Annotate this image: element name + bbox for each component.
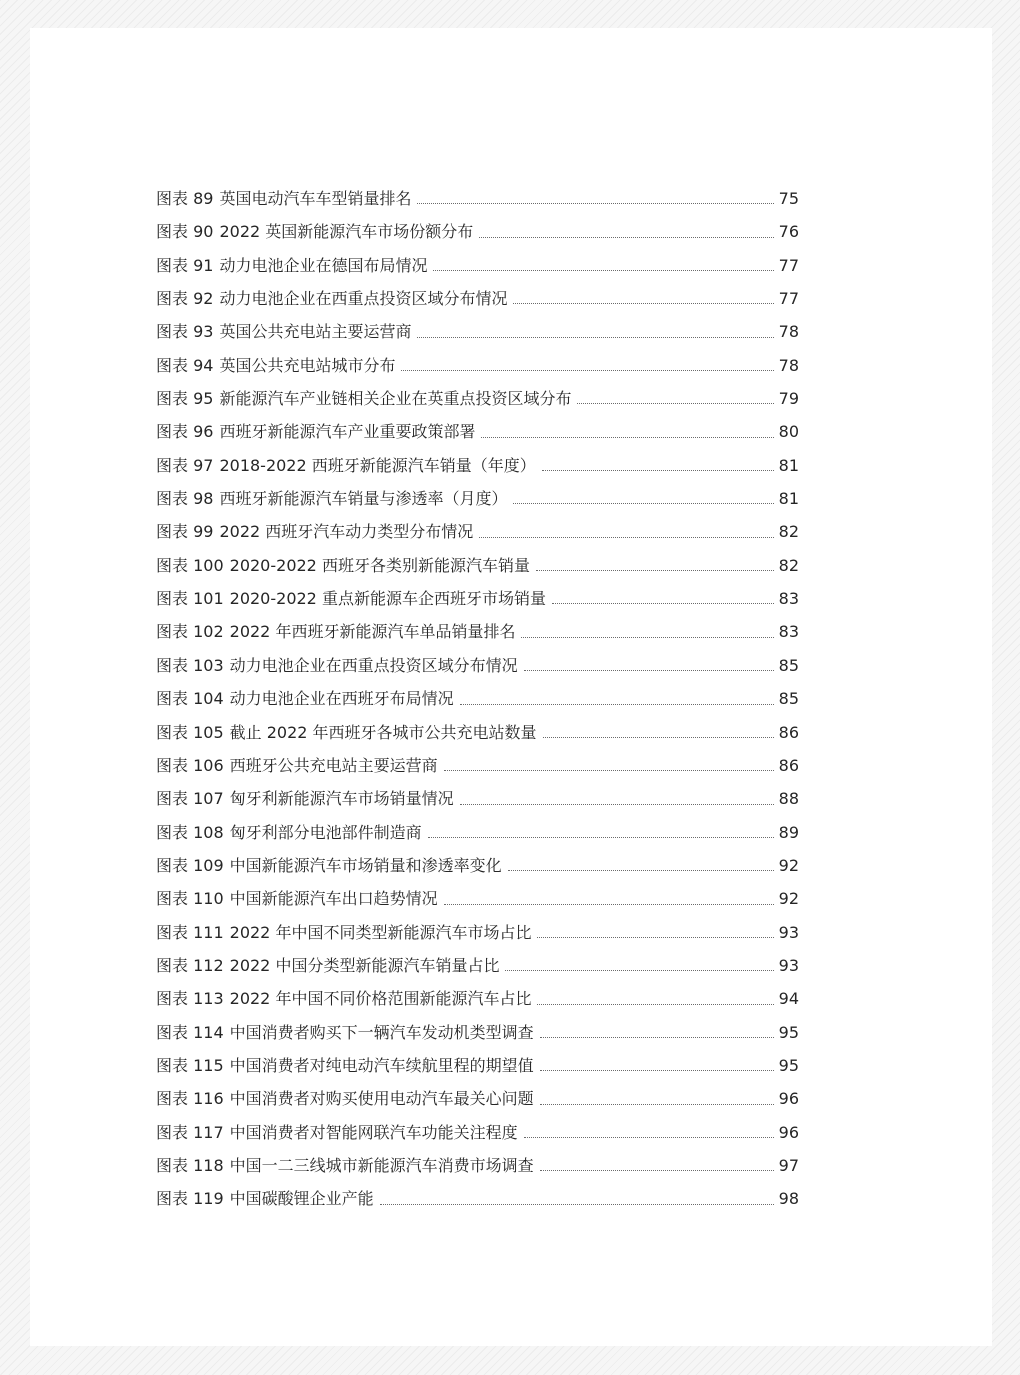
page-number: 95 xyxy=(778,1022,799,1042)
figure-title: 2020-2022 重点新能源车企西班牙市场销量 xyxy=(229,589,546,609)
dot-leader xyxy=(513,303,773,304)
figure-number: 图表 115 xyxy=(156,1055,224,1075)
dot-leader xyxy=(479,537,773,538)
dot-leader xyxy=(417,337,773,338)
toc-entry[interactable] xyxy=(156,282,799,315)
toc-entry[interactable] xyxy=(156,816,799,849)
page-number: 77 xyxy=(778,289,799,309)
toc-entry[interactable] xyxy=(156,649,799,682)
figure-number: 图表 106 xyxy=(156,755,224,775)
figure-number: 图表 90 xyxy=(156,222,214,242)
figure-title: 2022 中国分类型新能源汽车销量占比 xyxy=(229,955,500,975)
figure-title: 截止 2022 年西班牙各城市公共充电站数量 xyxy=(229,722,537,742)
figure-number: 图表 112 xyxy=(156,955,224,975)
dot-leader xyxy=(524,1137,774,1138)
figure-number: 图表 95 xyxy=(156,389,214,409)
toc-entry[interactable] xyxy=(156,782,799,815)
figure-title: 中国消费者对购买使用电动汽车最关心问题 xyxy=(229,1089,534,1109)
figure-title: 中国新能源汽车出口趋势情况 xyxy=(229,889,438,909)
dot-leader xyxy=(552,603,774,604)
dot-leader xyxy=(540,1070,774,1071)
toc-entry[interactable] xyxy=(156,682,799,715)
figure-title: 中国消费者对智能网联汽车功能关注程度 xyxy=(229,1122,518,1142)
figure-title: 中国消费者购买下一辆汽车发动机类型调查 xyxy=(229,1022,534,1042)
figure-title: 英国公共充电站主要运营商 xyxy=(219,322,412,342)
figure-number: 图表 91 xyxy=(156,255,214,275)
figure-title: 西班牙新能源汽车产业重要政策部署 xyxy=(219,422,476,442)
dot-leader xyxy=(433,270,773,271)
dot-leader xyxy=(479,237,773,238)
figure-number: 图表 116 xyxy=(156,1089,224,1109)
toc-entry[interactable] xyxy=(156,749,799,782)
toc-entry[interactable] xyxy=(156,449,799,482)
figure-title: 西班牙新能源汽车销量与渗透率（月度） xyxy=(219,489,508,509)
dot-leader xyxy=(428,837,774,838)
toc-entry[interactable] xyxy=(156,982,799,1015)
page-number: 81 xyxy=(778,455,799,475)
page-number: 95 xyxy=(778,1055,799,1075)
page-number: 80 xyxy=(778,422,799,442)
figure-title: 英国电动汽车车型销量排名 xyxy=(219,189,412,208)
figure-title: 英国公共充电站城市分布 xyxy=(219,355,396,375)
dot-leader xyxy=(542,470,774,471)
page-number: 85 xyxy=(778,655,799,675)
toc-entry[interactable] xyxy=(156,349,799,382)
table-of-figures xyxy=(156,182,799,1216)
figure-title: 中国碳酸锂企业产能 xyxy=(229,1189,374,1209)
page-number: 89 xyxy=(778,822,799,842)
toc-entry[interactable] xyxy=(156,415,799,448)
dot-leader xyxy=(444,770,774,771)
figure-title: 西班牙公共充电站主要运营商 xyxy=(229,755,438,775)
figure-number: 图表 110 xyxy=(156,889,224,909)
figure-title: 匈牙利部分电池部件制造商 xyxy=(229,822,422,842)
figure-title: 中国新能源汽车市场销量和渗透率变化 xyxy=(229,855,502,875)
dot-leader xyxy=(481,437,773,438)
figure-title: 动力电池企业在西重点投资区域分布情况 xyxy=(229,655,518,675)
figure-number: 图表 89 xyxy=(156,189,214,208)
figure-number: 图表 105 xyxy=(156,722,224,742)
toc-entry[interactable] xyxy=(156,916,799,949)
figure-title: 2022 英国新能源汽车市场份额分布 xyxy=(219,222,474,242)
toc-entry[interactable] xyxy=(156,515,799,548)
dot-leader xyxy=(417,203,773,204)
dot-leader xyxy=(401,370,773,371)
figure-number: 图表 111 xyxy=(156,922,224,942)
figure-number: 图表 96 xyxy=(156,422,214,442)
figure-number: 图表 108 xyxy=(156,822,224,842)
toc-entry[interactable] xyxy=(156,1082,799,1115)
toc-entry[interactable] xyxy=(156,849,799,882)
toc-entry[interactable] xyxy=(156,716,799,749)
figure-number: 图表 104 xyxy=(156,689,224,709)
page-number: 86 xyxy=(778,722,799,742)
page-number: 93 xyxy=(778,922,799,942)
toc-entry[interactable] xyxy=(156,215,799,248)
dot-leader xyxy=(537,937,773,938)
figure-title: 2022 年中国不同类型新能源汽车市场占比 xyxy=(229,922,532,942)
figure-title: 中国消费者对纯电动汽车续航里程的期望值 xyxy=(229,1055,534,1075)
toc-entry[interactable] xyxy=(156,1149,799,1182)
dot-leader xyxy=(524,670,774,671)
figure-number: 图表 109 xyxy=(156,855,224,875)
dot-leader xyxy=(505,970,773,971)
figure-title: 动力电池企业在西班牙布局情况 xyxy=(229,689,454,709)
page-number: 78 xyxy=(778,322,799,342)
toc-entry[interactable] xyxy=(156,582,799,615)
figure-title: 匈牙利新能源汽车市场销量情况 xyxy=(229,789,454,809)
toc-entry[interactable] xyxy=(156,1182,799,1215)
figure-number: 图表 114 xyxy=(156,1022,224,1042)
figure-number: 图表 99 xyxy=(156,522,214,542)
page-number: 77 xyxy=(778,255,799,275)
toc-entry[interactable] xyxy=(156,1016,799,1049)
dot-leader xyxy=(508,870,774,871)
figure-title: 2018-2022 西班牙新能源汽车销量（年度） xyxy=(219,455,536,475)
figure-title: 2022 年西班牙新能源汽车单品销量排名 xyxy=(229,622,516,642)
figure-title: 动力电池企业在西重点投资区域分布情况 xyxy=(219,289,508,309)
page-number: 98 xyxy=(778,1189,799,1209)
figure-number: 图表 100 xyxy=(156,555,224,575)
page-number: 75 xyxy=(778,189,799,208)
page-number: 93 xyxy=(778,955,799,975)
dot-leader xyxy=(577,403,773,404)
figure-number: 图表 92 xyxy=(156,289,214,309)
page-number: 92 xyxy=(778,855,799,875)
page-number: 97 xyxy=(778,1155,799,1175)
figure-number: 图表 102 xyxy=(156,622,224,642)
figure-title: 新能源汽车产业链相关企业在英重点投资区域分布 xyxy=(219,389,572,409)
dot-leader xyxy=(513,503,773,504)
page-number: 83 xyxy=(778,589,799,609)
figure-title: 中国一二三线城市新能源汽车消费市场调查 xyxy=(229,1155,534,1175)
page-number: 82 xyxy=(778,522,799,542)
dot-leader xyxy=(536,570,774,571)
page-number: 88 xyxy=(778,789,799,809)
toc-entry[interactable] xyxy=(156,182,799,215)
page-number: 85 xyxy=(778,689,799,709)
figure-title: 2022 西班牙汽车动力类型分布情况 xyxy=(219,522,474,542)
page-number: 79 xyxy=(778,389,799,409)
dot-leader xyxy=(380,1204,774,1205)
figure-number: 图表 94 xyxy=(156,355,214,375)
toc-entry[interactable] xyxy=(156,482,799,515)
dot-leader xyxy=(543,737,774,738)
page-number: 83 xyxy=(778,622,799,642)
figure-number: 图表 119 xyxy=(156,1189,224,1209)
figure-title: 2020-2022 西班牙各类别新能源汽车销量 xyxy=(229,555,530,575)
toc-entry[interactable] xyxy=(156,615,799,648)
page-number: 92 xyxy=(778,889,799,909)
figure-number: 图表 118 xyxy=(156,1155,224,1175)
toc-entry[interactable] xyxy=(156,1049,799,1082)
dot-leader xyxy=(540,1037,774,1038)
dot-leader xyxy=(460,804,774,805)
figure-number: 图表 98 xyxy=(156,489,214,509)
page-number: 94 xyxy=(778,989,799,1009)
toc-entry[interactable] xyxy=(156,249,799,282)
dot-leader xyxy=(540,1170,774,1171)
dot-leader xyxy=(444,904,774,905)
figure-number: 图表 97 xyxy=(156,455,214,475)
toc-entry[interactable] xyxy=(156,549,799,582)
figure-number: 图表 93 xyxy=(156,322,214,342)
toc-entry[interactable] xyxy=(156,315,799,348)
page-number: 96 xyxy=(778,1089,799,1109)
page-number: 96 xyxy=(778,1122,799,1142)
figure-number: 图表 103 xyxy=(156,655,224,675)
figure-number: 图表 101 xyxy=(156,589,224,609)
page-number: 82 xyxy=(778,555,799,575)
toc-entry[interactable] xyxy=(156,882,799,915)
page-number: 78 xyxy=(778,355,799,375)
dot-leader xyxy=(537,1004,773,1005)
figure-number: 图表 107 xyxy=(156,789,224,809)
page-number: 76 xyxy=(778,222,799,242)
dot-leader xyxy=(540,1104,774,1105)
figure-title: 动力电池企业在德国布局情况 xyxy=(219,255,428,275)
toc-entry[interactable] xyxy=(156,949,799,982)
toc-entry[interactable] xyxy=(156,382,799,415)
toc-entry[interactable] xyxy=(156,1116,799,1149)
figure-title: 2022 年中国不同价格范围新能源汽车占比 xyxy=(229,989,532,1009)
dot-leader xyxy=(521,637,773,638)
figure-number: 图表 113 xyxy=(156,989,224,1009)
page-number: 81 xyxy=(778,489,799,509)
page-number: 86 xyxy=(778,755,799,775)
dot-leader xyxy=(460,704,774,705)
figure-number: 图表 117 xyxy=(156,1122,224,1142)
